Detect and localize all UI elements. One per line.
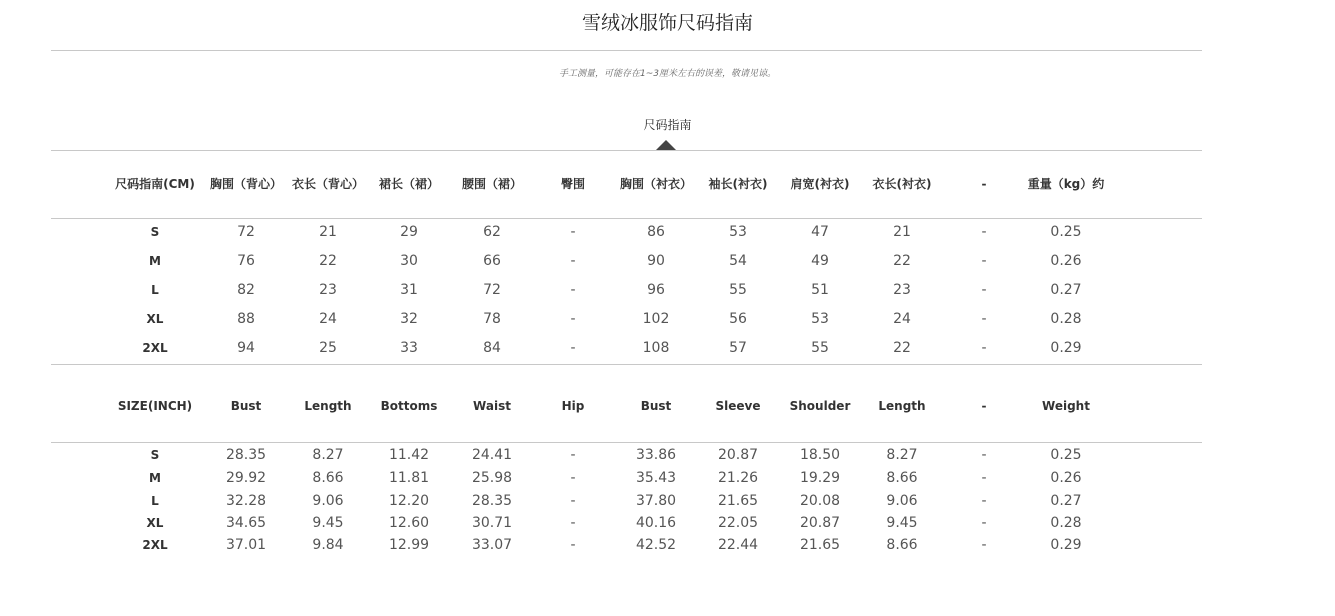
header-cell: Length [878,399,926,413]
table-cell: - [981,282,987,298]
table-cell: 28.35 [225,447,267,463]
table-cell: - [981,493,987,509]
table-cell: 0.26 [1050,253,1082,269]
table-cell: 102 [642,311,670,327]
table-cell: 0.25 [1050,224,1082,240]
header-cell: 胸围（背心） [209,177,282,191]
table-row [0,491,1335,511]
table-cell: - [981,224,987,240]
table-header-row [0,396,1335,416]
table-row [0,222,1335,242]
table-row [0,513,1335,533]
table-cell: 53 [811,311,829,327]
table-cell: 0.25 [1050,447,1082,463]
header-cell: 衣长(衬衣) [872,177,932,191]
table-cell: 29 [400,224,418,240]
table-cell: S [150,448,160,462]
table-cell: - [981,470,987,486]
table-cell: 49 [811,253,829,269]
table-cell: 0.27 [1050,282,1082,298]
table-cell: 32.28 [225,493,267,509]
table-row [0,468,1335,488]
table-cell: XL [146,516,164,530]
table-cell: - [570,470,576,486]
table-cell: 22 [893,253,911,269]
table-cell: M [149,471,161,485]
table-cell: 23 [319,282,337,298]
table-cell: 30 [400,253,418,269]
table-cell: S [150,225,160,239]
table-cell: 12.99 [388,537,430,553]
table-cell: 33 [400,340,418,356]
table-cell: 9.84 [312,537,344,553]
table-cell: 19.29 [799,470,841,486]
tab-size-guide[interactable]: 尺码指南 [643,118,692,132]
table-cell: - [570,447,576,463]
table-cell: 88 [237,311,255,327]
table-cell: 29.92 [225,470,267,486]
header-cell: Hip [561,399,585,413]
table-cell: - [570,253,576,269]
table-cell: 34.65 [225,515,267,531]
table-cell: 9.45 [886,515,918,531]
table-cell: 20.87 [717,447,759,463]
header-cell: Sleeve [715,399,761,413]
table-cell: 21.26 [717,470,759,486]
table-cell: 54 [729,253,747,269]
table-cell: - [570,493,576,509]
table-cell: 21.65 [799,537,841,553]
header-cell: Bottoms [380,399,438,413]
table-cell: 56 [729,311,747,327]
table-cell: 8.66 [886,537,918,553]
table-cell: - [981,311,987,327]
header-cell: 腰围（裙） [461,177,522,191]
table-cell: 24 [893,311,911,327]
table-cell: 21.65 [717,493,759,509]
table-cell: 25.98 [471,470,513,486]
table-cell: 55 [729,282,747,298]
table-cell: 8.27 [886,447,918,463]
table-cell: 0.28 [1050,311,1082,327]
table-cell: - [981,447,987,463]
table-cell: 0.28 [1050,515,1082,531]
table-cell: - [570,515,576,531]
table-cell: 30.71 [471,515,513,531]
divider [51,218,1202,219]
table-cell: 22 [319,253,337,269]
header-cell: 重量（kg）约 [1027,177,1105,191]
header-cell: SIZE(INCH) [117,399,193,413]
table-cell: 57 [729,340,747,356]
header-cell: 尺码指南(CM) [115,177,195,191]
table-cell: 37.80 [635,493,677,509]
table-cell: 0.27 [1050,493,1082,509]
table-cell: 33.07 [471,537,513,553]
table-cell: 72 [237,224,255,240]
table-cell: 51 [811,282,829,298]
table-header-row [0,174,1335,194]
header-cell: Bust [230,399,262,413]
table-cell: 55 [811,340,829,356]
table-cell: - [981,537,987,553]
table-cell: 24.41 [471,447,513,463]
table-cell: 31 [400,282,418,298]
table-cell: - [570,224,576,240]
table-cell: L [151,494,159,508]
table-cell: 20.87 [799,515,841,531]
table-cell: 0.29 [1050,537,1082,553]
table-cell: 12.20 [388,493,430,509]
table-cell: 84 [483,340,501,356]
table-cell: - [570,340,576,356]
header-cell: 胸围（衬衣） [619,177,692,191]
table-cell: - [570,537,576,553]
header-cell: 衣长（背心） [291,177,364,191]
table-cell: L [151,283,159,297]
divider [51,50,1202,51]
table-cell: 96 [647,282,665,298]
header-cell: 肩宽(衬衣) [790,177,850,191]
table-cell: 2XL [142,341,168,355]
header-cell: Waist [473,399,511,413]
header-cell: - [981,399,987,413]
header-cell: 裙长（裙） [378,177,439,191]
table-cell: 20.08 [799,493,841,509]
header-cell: Bust [640,399,672,413]
table-cell: 9.06 [886,493,918,509]
table-cell: 22.05 [717,515,759,531]
table-cell: 42.52 [635,537,677,553]
table-cell: 78 [483,311,501,327]
table-cell: 62 [483,224,501,240]
table-row [0,251,1335,271]
table-cell: 8.66 [312,470,344,486]
table-cell: 72 [483,282,501,298]
table-cell: 22 [893,340,911,356]
header-cell: 袖长(衬衣) [708,177,768,191]
header-cell: Weight [1042,399,1090,413]
active-tab-indicator [656,140,676,150]
table-cell: 53 [729,224,747,240]
table-cell: 108 [642,340,670,356]
table-cell: 37.01 [225,537,267,553]
table-cell: 8.27 [312,447,344,463]
table-cell: 66 [483,253,501,269]
table-row [0,309,1335,329]
table-cell: 8.66 [886,470,918,486]
header-cell: Shoulder [789,399,851,413]
table-cell: 25 [319,340,337,356]
table-cell: 82 [237,282,255,298]
table-row [0,445,1335,465]
table-cell: 90 [647,253,665,269]
table-cell: - [981,515,987,531]
table-cell: 23 [893,282,911,298]
table-cell: 47 [811,224,829,240]
table-cell: 11.42 [388,447,430,463]
table-cell: - [570,311,576,327]
table-cell: 2XL [142,538,168,552]
divider [51,442,1202,443]
table-cell: 35.43 [635,470,677,486]
table-cell: 94 [237,340,255,356]
table-cell: 21 [893,224,911,240]
header-cell: 臀围 [560,177,585,191]
table-cell: 32 [400,311,418,327]
table-cell: 28.35 [471,493,513,509]
header-cell: - [981,177,987,191]
measurement-note: 手工测量，可能存在1~3厘米左右的误差，敬请见谅。 [559,69,776,79]
table-cell: 40.16 [635,515,677,531]
table-cell: 33.86 [635,447,677,463]
table-cell: 22.44 [717,537,759,553]
table-cell: 18.50 [799,447,841,463]
header-cell: Length [304,399,352,413]
table-cell: 12.60 [388,515,430,531]
table-cell: 21 [319,224,337,240]
table-cell: 86 [647,224,665,240]
table-cell: 9.06 [312,493,344,509]
table-cell: - [981,340,987,356]
table-cell: - [981,253,987,269]
table-cell: M [149,254,161,268]
table-row [0,280,1335,300]
table-cell: 11.81 [388,470,430,486]
table-cell: 0.29 [1050,340,1082,356]
table-cell: 0.26 [1050,470,1082,486]
table-cell: 24 [319,311,337,327]
table-cell: XL [146,312,164,326]
table-row [0,338,1335,358]
divider [51,150,1202,151]
page-title: 雪绒冰服饰尺码指南 [581,12,753,34]
table-cell: 76 [237,253,255,269]
table-cell: - [570,282,576,298]
table-cell: 9.45 [312,515,344,531]
divider [51,364,1202,365]
table-row [0,535,1335,555]
